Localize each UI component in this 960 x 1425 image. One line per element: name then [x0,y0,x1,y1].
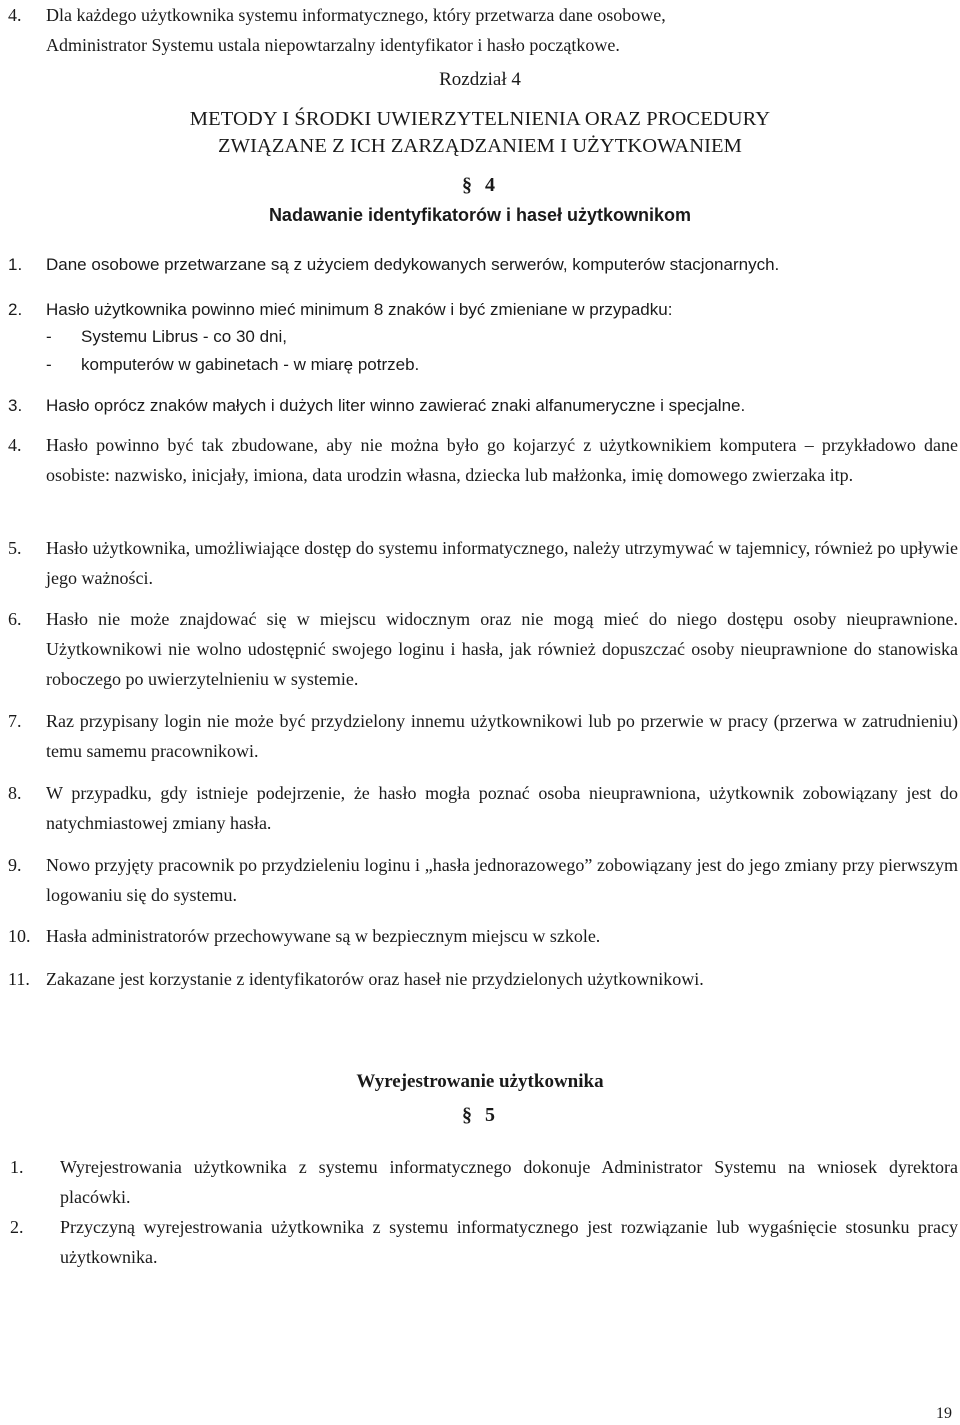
chapter-label: Rozdział 4 [439,69,521,90]
list-item: 2. Hasło użytkownika powinno mieć minimum 8 znaków i być zmieniane w przypadku: [8,300,673,319]
list-item: 1. Wyrejestrowania użytkownika z systemu informatycznego dokonuje Administrator Systemu na wniosek dyrektora placówki. [10,1157,958,1207]
list-item: 3. Hasło oprócz znaków małych i dużych liter winno zawierać znaki alfanumeryczne i specjalne. [8,396,746,415]
list-item: 9. Nowo przyjęty pracownik po przydzieleniu loginu i „hasła jednorazowego” zobowiązany jest do jego zmiany przy pierwszym logowaniu się do systemu. [8,855,958,905]
list-item: 8. W przypadku, gdy istnieje podejrzenie, że hasło mogła poznać osoba nieuprawniona, użytkownik zobowiązany jest do natychmiastowej zmiany hasła. [8,783,958,833]
list-item: 4. Hasło powinno być tak zbudowane, aby nie można było go kojarzyć z użytkownikiem komputera – przykładowo dane osobiste: nazwisko, inicjały, imiona, data urodzin własna, dziecka lub małżonka, imię domowego zwierzaka itp. [8,435,958,485]
section-sign: § 4 [462,174,495,196]
item-text: Dla każdego użytkownika systemu informatycznego, który przetwarza dane osobowe, Administrator Systemu ustala niepowtarzalny identyfikator i hasło początkowe. [46,5,666,55]
section-title: Wyrejestrowanie użytkownika [356,1071,604,1092]
section-sign: § 5 [462,1104,495,1126]
chapter-title: METODY I ŚRODKI UWIERZYTELNIENIA ORAZ PROCEDURY ZWIĄZANE Z ICH ZARZĄDZANIEM I UŻYTKOWANIEM [189,108,771,157]
section-title: Nadawanie identyfikatorów i haseł użytkownikom [268,205,692,225]
list-item: 11. Zakazane jest korzystanie z identyfikatorów oraz haseł nie przydzielonych użytkownikowi. [8,969,704,989]
list-item [8,0,958,60]
list-item: 6. Hasło nie może znajdować się w miejscu widocznym oraz nie mogą mieć do niego dostępu osoby nieuprawnione. Użytkownikowi nie wolno udostępnić swojego loginu i hasła, jak również dopuszczać osoby nieuprawnione do stanowiska roboczego po uwierzytelnieniu w systemie. [8,609,958,689]
list-item: 1. Dane osobowe przetwarzane są z użyciem dedykowanych serwerów, komputerów stacjonarnych. [8,255,780,274]
sub-list-item: - komputerów w gabinetach - w miarę potrzeb. [46,355,420,374]
list-item: 2. Przyczyną wyrejestrowania użytkownika z systemu informatycznego jest rozwiązanie lub wygaśnięcie stosunku pracy użytkownika. [10,1217,958,1267]
list-item: 7. Raz przypisany login nie może być przydzielony innemu użytkownikowi lub po przerwie w pracy (przerwa w zatrudnieniu) temu samemu pracownikowi. [8,711,958,761]
sub-list-item: - Systemu Librus - co 30 dni, [46,327,287,346]
item-number: 4. [8,5,22,25]
list-item: 10. Hasła administratorów przechowywane są w bezpiecznym miejscu w szkole. [8,926,601,946]
page-number: 19 [936,1405,952,1422]
list-item: 5. Hasło użytkownika, umożliwiające dostęp do systemu informatycznego, należy utrzymywać w tajemnicy, również po upływie jego ważności. [8,538,958,588]
